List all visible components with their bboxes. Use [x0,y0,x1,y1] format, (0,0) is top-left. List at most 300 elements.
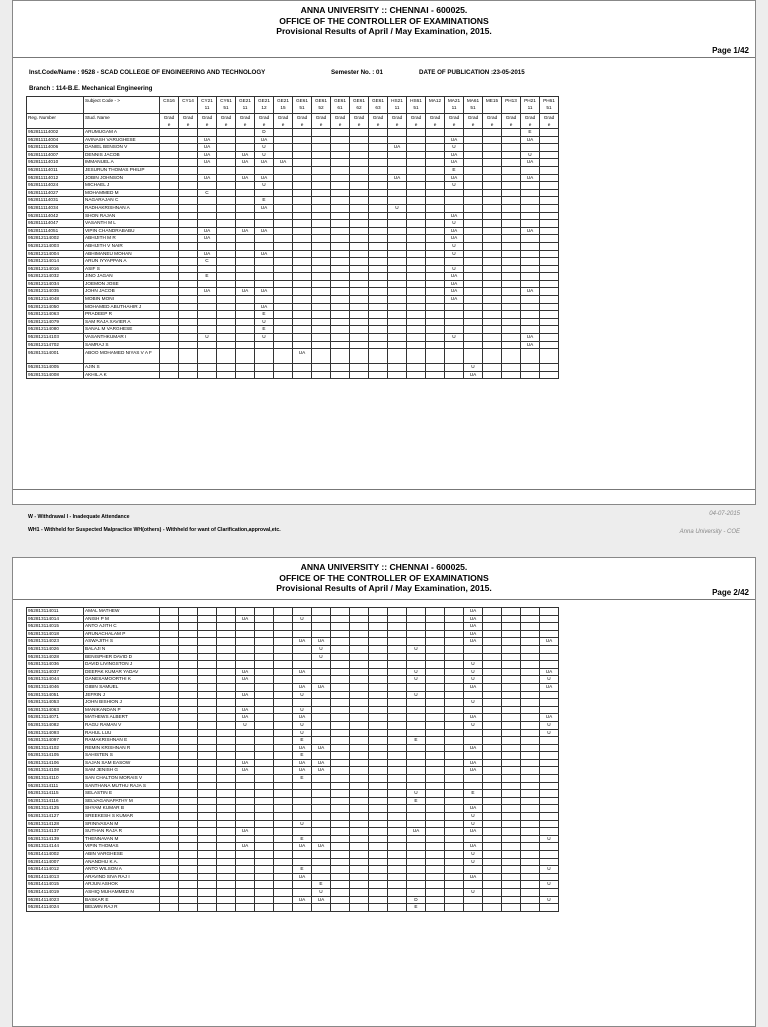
reg-number-cell: 952813114028 [27,653,84,661]
grade-cell [464,797,483,805]
grade-cell: UA [255,250,274,258]
grade-cell [274,303,293,311]
grade-cell [274,182,293,190]
grade-cell [179,182,198,190]
student-name-cell: MOHAMED ABUTHAHIR J [84,303,160,311]
grade-cell [502,706,521,714]
grade-cell [179,638,198,646]
grade-cell [369,349,388,364]
grade-cell [160,767,179,775]
reg-number-cell: 952812114004 [27,250,84,258]
office-name: OFFICE OF THE CONTROLLER OF EXAMINATIONS [279,15,489,26]
grade-cell [293,851,312,859]
grade-label-bottom: e [528,122,532,127]
grade-cell [369,197,388,205]
reg-number-cell: 952813114063 [27,706,84,714]
grade-cell [198,638,217,646]
grade-cell: UA [236,767,255,775]
grade-cell [331,265,350,273]
table-row [27,904,559,912]
grade-cell [502,759,521,767]
grade-cell [160,326,179,334]
grade-cell [179,866,198,874]
subject-code-suffix: 63 [375,105,381,110]
grade-cell: U [445,182,464,190]
grade-cell [407,371,426,379]
grade-cell [312,296,331,304]
grade-cell [369,828,388,836]
grade-cell [464,220,483,228]
grade-cell [521,843,540,851]
grade-cell: UA [293,638,312,646]
student-name-cell: ASIF S [84,265,160,273]
grade-cell [445,729,464,737]
grade-cell [445,706,464,714]
grade-cell [236,790,255,798]
grade-cell [255,706,274,714]
grade-cell [502,813,521,821]
grade-label-cell [217,114,236,129]
grade-cell [179,759,198,767]
grade-cell [426,204,445,212]
grade-cell [426,197,445,205]
grade-cell [445,326,464,334]
grade-cell [160,197,179,205]
reg-number-cell: 952813114026 [27,645,84,653]
grade-cell [426,638,445,646]
grade-cell [350,204,369,212]
grade-cell [350,318,369,326]
grade-cell [483,835,502,843]
grade-cell [274,220,293,228]
grade-cell [312,364,331,372]
grade-cell [255,896,274,904]
grade-cell [160,189,179,197]
grade-cell [179,851,198,859]
grade-cell [445,759,464,767]
grade-cell [312,280,331,288]
grade-cell [274,797,293,805]
grade-cell [483,129,502,137]
grade-cell [217,311,236,319]
grade-cell [236,144,255,152]
grade-cell [483,775,502,783]
grade-cell: UA [198,144,217,152]
table-row [27,212,559,220]
grade-cell [198,744,217,752]
grade-label-cell [160,114,179,129]
grade-cell [521,752,540,760]
table-row [27,835,559,843]
grade-cell [160,273,179,281]
grade-cell [483,197,502,205]
table-row [27,828,559,836]
grade-cell [179,843,198,851]
student-name-cell: MOBIN MONI [84,296,160,304]
table-row [27,645,559,653]
grade-cell [160,638,179,646]
grade-cell [160,280,179,288]
student-name-cell: JOEMON JOSE [84,280,160,288]
grade-cell [274,334,293,342]
student-name-cell: SAMRAJ S [84,341,160,349]
grade-cell [331,182,350,190]
grade-cell [426,326,445,334]
table-row [27,737,559,745]
grade-cell [312,790,331,798]
grade-cell [369,699,388,707]
grade-cell [255,235,274,243]
grade-cell [464,904,483,912]
grade-cell: UA [445,273,464,281]
reg-number-cell: 952812114080 [27,326,84,334]
grade-cell [521,280,540,288]
student-name-cell: BALAJI N [84,645,160,653]
grade-cell [255,790,274,798]
grade-cell [274,265,293,273]
grade-cell: E [407,737,426,745]
grade-cell: UA [236,759,255,767]
grade-cell [236,364,255,372]
grade-cell: UA [236,843,255,851]
grade-cell: UA [198,174,217,182]
grade-cell [331,775,350,783]
grade-cell [274,904,293,912]
grade-cell: U [388,204,407,212]
grade-cell [502,227,521,235]
grade-cell [312,820,331,828]
grade-cell [445,318,464,326]
grade-cell [331,820,350,828]
grade-cell [483,296,502,304]
grade-label-cell [483,114,502,129]
grade-cell [217,858,236,866]
grade-cell [160,775,179,783]
subject-code-text: GE21 [239,98,251,103]
table-row [27,288,559,296]
grade-cell [331,349,350,364]
grade-cell [483,303,502,311]
grade-cell [160,858,179,866]
table-row [27,326,559,334]
grade-cell [293,371,312,379]
grade-cell [388,866,407,874]
grade-cell [293,220,312,228]
grade-cell [274,242,293,250]
grade-cell [369,858,388,866]
grade-cell [540,311,559,319]
grade-cell [331,805,350,813]
grade-cell [388,250,407,258]
grade-cell [160,334,179,342]
grade-cell [255,813,274,821]
grade-cell [160,371,179,379]
grade-cell [464,653,483,661]
grade-cell [198,623,217,631]
grade-cell [445,129,464,137]
grade-cell [483,638,502,646]
grade-label-cell [350,114,369,129]
grade-cell [236,265,255,273]
reg-number-cell: 952813114014 [27,615,84,623]
student-name-cell: JEFRIN J [84,691,160,699]
grade-cell [502,676,521,684]
grade-cell [255,280,274,288]
grade-cell [483,182,502,190]
grade-cell [540,288,559,296]
table-row [27,258,559,266]
grade-cell [540,197,559,205]
grade-cell [312,630,331,638]
grade-cell [236,904,255,912]
grade-cell [426,896,445,904]
grade-cell [217,835,236,843]
grade-cell [312,608,331,616]
grade-cell [236,129,255,137]
grade-cell [521,668,540,676]
grade-label-bottom: e [357,122,361,127]
grade-cell [179,767,198,775]
subject-code-suffix: 51 [223,105,229,110]
grade-cell [312,166,331,174]
grade-cell [236,623,255,631]
grade-cell [198,645,217,653]
grade-cell [369,866,388,874]
grade-cell [521,166,540,174]
grade-cell [255,349,274,364]
grade-cell [331,737,350,745]
grade-cell: U [293,615,312,623]
grade-cell: U [464,858,483,866]
grade-cell [350,212,369,220]
table-row [27,668,559,676]
subject-code-text: PH61 [543,98,555,103]
grade-cell [236,189,255,197]
grade-cell: E [293,737,312,745]
student-name-cell: ABIN VARGHESE [84,851,160,859]
grade-cell: UA [312,744,331,752]
grade-cell [369,820,388,828]
grade-cell [179,273,198,281]
grade-cell [255,744,274,752]
student-name-cell: GANESAMOORTHI K [84,676,160,684]
student-name-cell: ARUMUGAM A [84,129,160,137]
grade-cell [217,189,236,197]
grade-cell [160,615,179,623]
grade-cell [179,623,198,631]
grade-cell [540,615,559,623]
grade-cell [350,775,369,783]
grade-cell [198,349,217,364]
grade-cell: U [407,676,426,684]
source-label: Anna University - COE [679,529,740,535]
grade-cell [464,273,483,281]
grade-cell [464,835,483,843]
reg-number-cell: 952813114137 [27,828,84,836]
grade-cell [217,623,236,631]
grade-cell [502,775,521,783]
grade-cell [407,273,426,281]
grade-cell [179,676,198,684]
grade-cell [179,258,198,266]
grade-cell [160,182,179,190]
table-row [27,204,559,212]
grade-cell [445,820,464,828]
grade-cell [540,873,559,881]
table-row [27,159,559,167]
subject-code-text: CS16 [163,98,175,103]
grade-cell [483,782,502,790]
grade-cell [274,615,293,623]
grade-cell [160,608,179,616]
grade-cell [236,326,255,334]
grade-cell [179,303,198,311]
grade-cell [369,273,388,281]
grade-label-cell [236,114,255,129]
grade-cell [464,242,483,250]
grade-cell [426,182,445,190]
subject-code-suffix: 51 [546,105,552,110]
grade-cell [464,691,483,699]
grade-cell [388,364,407,372]
grade-cell [331,797,350,805]
grade-cell [255,828,274,836]
grade-cell [502,752,521,760]
grade-cell [521,813,540,821]
grade-label-cell [331,114,350,129]
grade-cell [483,661,502,669]
grade-cell: UA [521,136,540,144]
grade-cell [388,280,407,288]
student-name-cell: ASWAJITH S [84,638,160,646]
grade-cell: U [540,729,559,737]
grade-cell [312,273,331,281]
reg-number-cell: 952811114047 [27,220,84,228]
student-name-cell: ASHIQ MUHAMMED N [84,888,160,896]
grade-cell [369,341,388,349]
grade-cell [502,136,521,144]
grade-cell [540,782,559,790]
grade-cell: U [464,661,483,669]
grade-cell [293,250,312,258]
grade-cell: U [540,866,559,874]
grade-cell [502,881,521,889]
student-name-cell: AKHIL A K [84,371,160,379]
grade-cell [312,235,331,243]
grade-cell [179,691,198,699]
grade-cell [464,129,483,137]
grade-cell [521,888,540,896]
grade-cell [217,318,236,326]
grade-label-cell [540,114,559,129]
footer-divider [13,489,755,490]
grade-cell [540,364,559,372]
reg-number-cell: 952813114015 [27,623,84,631]
grade-cell [160,744,179,752]
grade-cell [293,280,312,288]
grade-cell [369,782,388,790]
grade-cell [331,653,350,661]
student-name-cell: JINO JAGAN [84,273,160,281]
grade-cell [445,835,464,843]
grade-cell [331,341,350,349]
grade-cell [445,615,464,623]
grade-cell [445,189,464,197]
grade-cell [179,174,198,182]
grade-cell [255,645,274,653]
grade-cell [350,182,369,190]
grade-cell [217,775,236,783]
student-name-cell: AVINASH VARUGHESE [84,136,160,144]
grade-cell: UA [293,767,312,775]
grade-cell [312,615,331,623]
grade-cell [331,136,350,144]
grade-cell [160,676,179,684]
student-name-cell: ARAVIND SIVA RAJ I [84,873,160,881]
grade-cell [274,151,293,159]
grade-cell: UA [236,174,255,182]
grade-label-top: Grad [448,115,460,120]
table-row [27,699,559,707]
grade-cell [521,835,540,843]
student-name-cell: ABHIJITH M R [84,235,160,243]
grade-cell [312,182,331,190]
grade-cell [464,881,483,889]
grade-cell [407,805,426,813]
grade-cell [236,334,255,342]
grade-cell [274,166,293,174]
grade-cell: UA [445,296,464,304]
grade-cell [198,835,217,843]
grade-cell: U [521,151,540,159]
grade-cell [236,220,255,228]
grade-cell [160,288,179,296]
table-row [27,653,559,661]
grade-cell [350,881,369,889]
grade-cell [369,326,388,334]
grade-cell [236,813,255,821]
grade-cell [483,714,502,722]
grade-cell [426,318,445,326]
subject-code-text: HS21 [391,98,403,103]
grade-cell [179,828,198,836]
grade-cell [236,182,255,190]
grade-cell [198,873,217,881]
grade-cell: UA [236,706,255,714]
grade-cell [179,318,198,326]
grade-cell [369,661,388,669]
grade-cell: E [293,752,312,760]
grade-cell [255,858,274,866]
grade-cell [198,737,217,745]
grade-cell [426,273,445,281]
grade-cell [464,349,483,364]
grade-cell [388,349,407,364]
reg-number-cell: 952813114044 [27,676,84,684]
grade-cell [502,805,521,813]
grade-cell [521,608,540,616]
grade-cell [521,881,540,889]
grade-label-top: Grad [524,115,536,120]
grade-cell [293,630,312,638]
grade-cell [464,159,483,167]
grade-cell [388,371,407,379]
grade-cell [255,721,274,729]
grade-cell [464,341,483,349]
grade-cell [217,227,236,235]
grade-cell [217,326,236,334]
grade-cell [312,371,331,379]
